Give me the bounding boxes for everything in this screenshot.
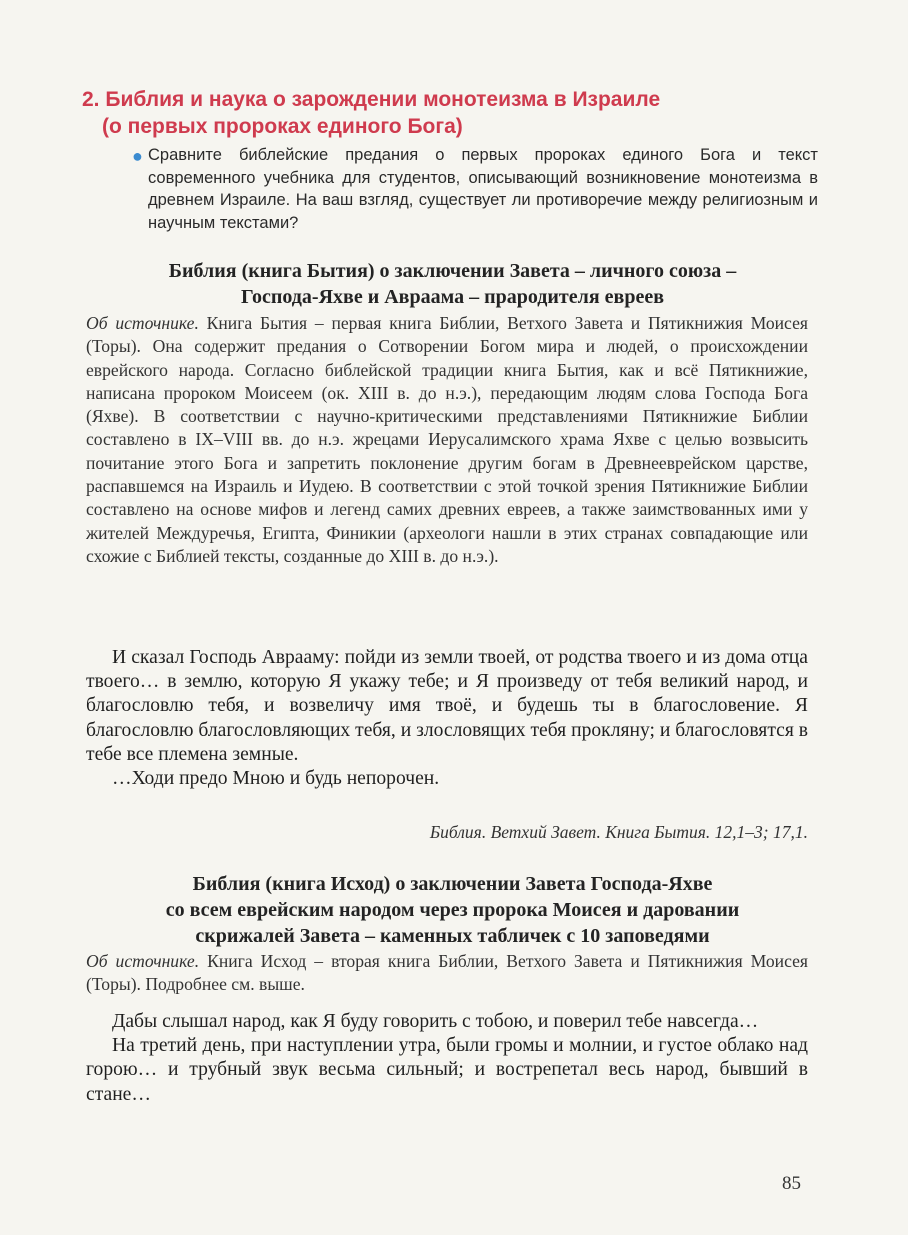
source1-heading-line1: Библия (книга Бытия) о заключении Завета – личного союза – — [168, 260, 737, 282]
source2-heading — [90, 871, 815, 949]
source2-about-label: Об источнике. — [86, 951, 200, 971]
source2-quote — [86, 1010, 808, 1107]
source1-heading — [90, 258, 815, 310]
bullet-icon: ● — [132, 146, 143, 166]
source1-about-label: Об источнике. — [86, 313, 199, 333]
source1-about-text: Книга Бытия – первая книга Библии, Ветхого Завета и Пятикнижия Моисея (Торы). Она содержит предания о Сотворении Богом мира и людей, о происхождении еврейского народа. Согласно библейской традиции книга Бытия, как и всё Пятикнижие, написана пророком Моисеем (ок. XIII в. до н.э.), передающим людям слова Господа Бога (Яхве). В соответствии с научно-критическими представлениями Пятикнижие Библии составлено в IX–VIII вв. до н.э. жрецами Иерусалимского храма Яхве с целью возвысить почитание этого Бога и запретить поклонение другим богам в Древнееврейском царстве, распавшемся на Израиль и Иудею. В соответствии с этой точкой зрения Пятикнижие Библии составлено на основе мифов и легенд самих древних евреев, а также заимствованных ими у жителей Междуречья, Египта, Финикии (археологи нашли в этих странах совпадающие или схожие с Библией тексты, созданные до XIII в. до н.э.). — [86, 313, 808, 566]
source1-about — [86, 312, 808, 568]
task-assignment — [128, 144, 818, 234]
source1-quote-paragraph: И сказал Господь Аврааму: пойди из земли твоей, от родства твоего и из дома отца твоего… в землю, которую Я укажу тебе; и Я произведу от тебя великий народ, и благословлю тебя, и возвеличу имя твоё, и будешь ты в благословение. Я благословлю благословляющих тебя, и злословящих тебя прокляну; и благословятся в тебе все племена земные. — [86, 647, 808, 765]
source1-quote-paragraph: …Ходи предо Мною и будь непорочен. — [112, 768, 440, 790]
source2-about — [86, 950, 808, 997]
section-title-line2: (о первых пророках единого Бога) — [102, 115, 463, 138]
section-title-line1: 2. Библия и наука о зарождении монотеизма в Израиле — [82, 88, 661, 111]
source2-heading-line2: со всем еврейским народом через пророка Моисея и даровании — [165, 899, 740, 921]
task-text: Сравните библейские предания о первых пророках единого Бога и текст современного учебника для студентов, описывающий возникновение монотеизма в древнем Израиле. На ваш взгляд, существует ли противоречие между религиозным и научным текстами? — [148, 146, 818, 232]
source1-quote — [86, 646, 808, 791]
source2-quote-paragraph: На третий день, при наступлении утра, были громы и молнии, и густое облако над горою… и трубный звук весьма сильный; и вострепетал весь народ, бывший в стане… — [86, 1035, 808, 1105]
source2-quote-paragraph: Дабы слышал народ, как Я буду говорить с тобою, и поверил тебе навсегда… — [112, 1011, 759, 1032]
source1-citation: Библия. Ветхий Завет. Книга Бытия. 12,1–3; 17,1. — [429, 822, 808, 842]
source2-about-text: Книга Исход – вторая книга Библии, Ветхого Завета и Пятикнижия Моисея (Торы). Подробнее см. выше. — [86, 951, 808, 995]
source1-heading-line2: Господа-Яхве и Авраама – прародителя евреев — [241, 286, 664, 308]
source2-heading-line3: скрижалей Завета – каменных табличек с 10 заповедями — [195, 925, 710, 947]
source2-heading-line1: Библия (книга Исход) о заключении Завета Господа-Яхве — [192, 873, 713, 895]
section-title — [82, 86, 802, 140]
page-number: 85 — [782, 1173, 801, 1194]
